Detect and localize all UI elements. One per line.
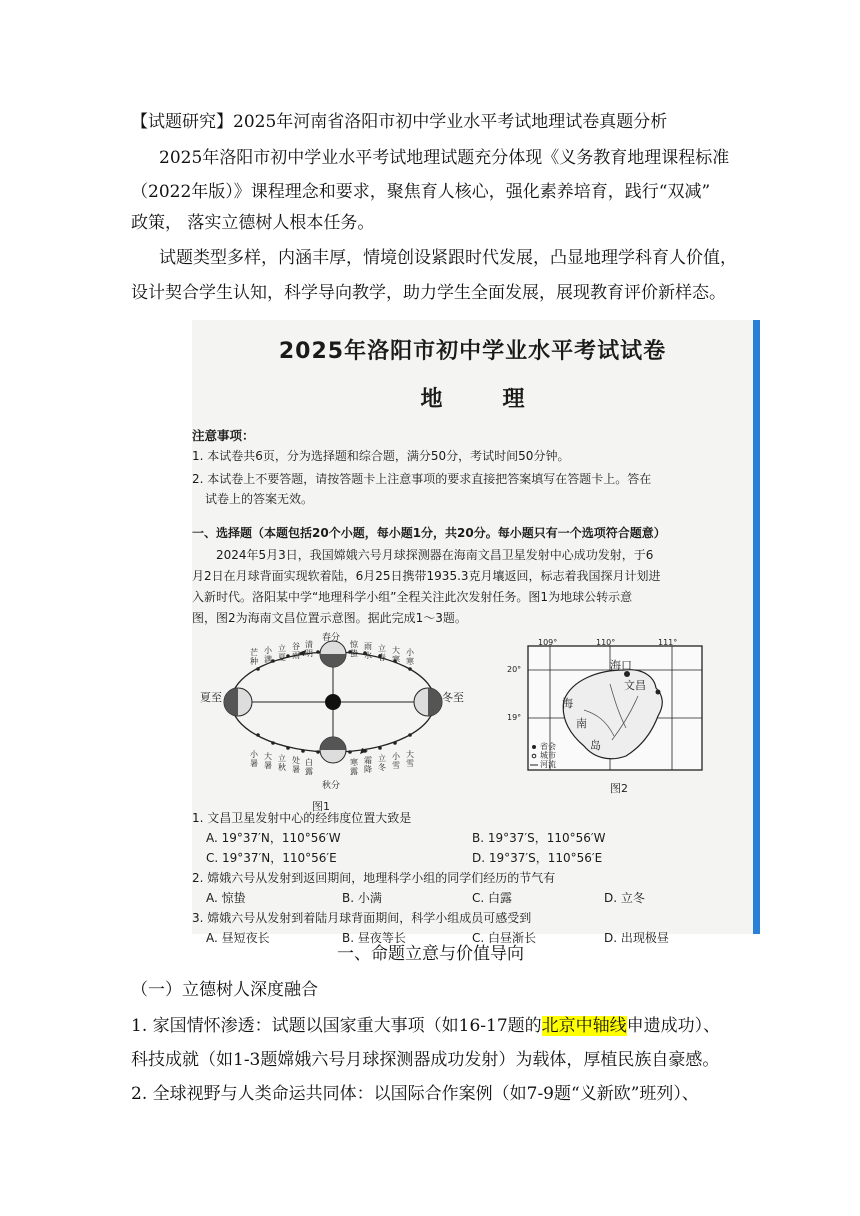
question-3-option-c: C. 白昼渐长 [472, 931, 537, 945]
section-title: 一、选择题（本题包括20个小题，每小题1分，共20分。每小题只有一个选项符合题意） [192, 526, 666, 540]
paragraph-1-text-a: 1. 家国情怀渗透：试题以国家重大事项（如16-17题的 [131, 1016, 542, 1036]
document-heading: 【试题研究】2025年河南省洛阳市初中学业水平考试地理试卷真题分析 [131, 112, 668, 132]
intro-line-4: 试题类型多样，内涵丰厚，情境创设紧跟时代发展，凸显地理学科育人价值， [159, 248, 737, 268]
question-3-option-d: D. 出现极昼 [604, 931, 669, 945]
solar-term-bottom-3: 处暑 [292, 756, 300, 774]
legend-capital: 省会 [540, 742, 556, 751]
lon-label-109: 109° [538, 638, 558, 647]
solar-term-bottom-8: 立冬 [378, 754, 386, 772]
lon-label-111: 111° [658, 638, 678, 647]
island-label-nan: 南 [576, 717, 587, 730]
solar-term-bottom-9: 小雪 [392, 752, 400, 770]
solar-term-bottom-4: 白露 [305, 758, 313, 776]
image-edge-bar [753, 320, 760, 934]
question-2-stem: 2. 嫦娥六号从发射到返回期间，地理科学小组的同学们经历的节气有 [192, 871, 556, 885]
question-2-option-d: D. 立冬 [604, 891, 645, 905]
section-heading: 一、命题立意与价值导向 [337, 944, 524, 964]
winter-solstice-label: 冬至 [442, 691, 464, 704]
legend-city: 城市 [540, 751, 556, 760]
solar-term-bottom-10: 大雪 [406, 750, 414, 768]
question-1-stem: 1. 文昌卫星发射中心的经纬度位置大致是 [192, 811, 412, 825]
notice-title: 注意事项： [192, 428, 255, 443]
solar-term-bottom-6: 寒露 [350, 758, 358, 776]
solar-term-bottom-2: 立秋 [278, 754, 286, 772]
solar-term-top-1: 小满 [264, 646, 272, 664]
passage-line-2: 月2日在月球背面实现软着陆，6月25日携带1935.3克月壤返回，标志着我国探月计划进 [192, 569, 661, 583]
notice-line-1: 1. 本试卷共6页，分为选择题和综合题，满分50分，考试时间50分钟。 [192, 449, 570, 463]
paragraph-1-text-b: 申遗成功）、 [626, 1016, 721, 1036]
question-1-option-c: C. 19°37′N，110°56′E [206, 851, 337, 865]
solar-term-bottom-0: 小暑 [250, 750, 258, 768]
autumn-equinox-label: 秋分 [322, 781, 341, 791]
figure-2-caption: 图2 [610, 782, 628, 795]
solar-term-bottom-1: 大暑 [264, 752, 272, 770]
question-2-option-b: B. 小满 [342, 891, 382, 905]
passage-line-1: 2024年5月3日，我国嫦娥六号月球探测器在海南文昌卫星发射中心成功发射，于6 [216, 548, 654, 562]
intro-line-3: 政策， 落实立德树人根本任务。 [131, 213, 375, 233]
island-label-dao: 岛 [590, 739, 601, 752]
lon-label-110: 110° [596, 638, 616, 647]
passage-line-3: 入新时代。洛阳某中学“地理科学小组”全程关注此次发射任务。图1为地球公转示意 [192, 590, 633, 604]
paragraph-2-line-1: 2. 全球视野与人类命运共同体：以国际合作案例（如7-9题“义新欧”班列）、 [131, 1084, 699, 1104]
question-1-option-d: D. 19°37′S，110°56′E [472, 851, 603, 865]
question-2-option-a: A. 惊蛰 [206, 891, 246, 905]
spring-equinox-label: 春分 [322, 633, 341, 643]
sun-icon [325, 694, 341, 710]
question-3-option-a: A. 昼短夜长 [206, 931, 270, 945]
lat-label-20: 20° [507, 665, 522, 674]
wenchang-label: 文昌 [624, 679, 646, 692]
question-1-option-a: A. 19°37′N，110°56′W [206, 831, 341, 845]
highlighted-term: 北京中轴线 [541, 1016, 627, 1036]
paragraph-1-line-2: 科技成就（如1-3题嫦娥六号月球探测器成功发射）为载体，厚植民族自豪感。 [131, 1050, 720, 1070]
paragraph-1-line-1 [131, 1014, 720, 1038]
solar-term-top-8: 立春 [378, 644, 386, 662]
notice-line-2: 2. 本试卷上不要答题，请按答题卡上注意事项的要求直接把答案填写在答题卡上。答在 [192, 472, 652, 486]
solar-term-top-0: 芒种 [250, 648, 258, 666]
solar-term-top-6: 惊蛰 [350, 640, 358, 658]
question-1-option-b: B. 19°37′S，110°56′W [472, 831, 606, 845]
summer-solstice-label: 夏至 [200, 691, 222, 704]
solar-term-top-2: 立夏 [278, 644, 286, 662]
intro-line-5: 设计契合学生认知，科学导向教学，助力学生全面发展，展现教育评价新样态。 [131, 283, 726, 303]
island-label-hai: 海 [562, 697, 573, 710]
solar-term-top-10: 小寒 [406, 648, 414, 666]
haikou-label: 海口 [610, 659, 632, 672]
wenchang-marker [656, 690, 661, 695]
sub-heading: （一）立德树人深度融合 [131, 980, 318, 1000]
intro-line-2: （2022年版）》课程理念和要求，聚焦育人核心，强化素养培育，践行“双减” [131, 182, 711, 202]
solar-term-top-7: 雨水 [364, 642, 372, 660]
intro-line-1: 2025年洛阳市初中学业水平考试地理试题充分体现《义务教育地理课程标准 [159, 148, 730, 168]
exam-subject: 地理 [420, 387, 585, 412]
question-3-stem: 3. 嫦娥六号从发射到着陆月球背面期间，科学小组成员可感受到 [192, 911, 532, 925]
legend-river: 河流 [540, 760, 556, 769]
figure-1-caption: 图1 [312, 800, 330, 813]
lat-label-19: 19° [507, 713, 522, 722]
solar-term-top-9: 大寒 [392, 646, 400, 664]
notice-line-3: 试卷上的答案无效。 [205, 492, 314, 506]
question-2-option-c: C. 白露 [472, 891, 513, 905]
exam-title: 2025年洛阳市初中学业水平考试试卷 [278, 339, 667, 364]
exam-paper-image [192, 320, 760, 945]
passage-line-4: 图，图2为海南文昌位置示意图。据此完成1～3题。 [192, 611, 467, 625]
solar-term-top-3: 谷雨 [292, 642, 300, 660]
earth-orbit-diagram [198, 630, 464, 788]
solar-term-bottom-7: 霜降 [364, 756, 372, 774]
solar-term-top-4: 清明 [305, 640, 313, 658]
question-3-option-b: B. 昼夜等长 [342, 931, 406, 945]
